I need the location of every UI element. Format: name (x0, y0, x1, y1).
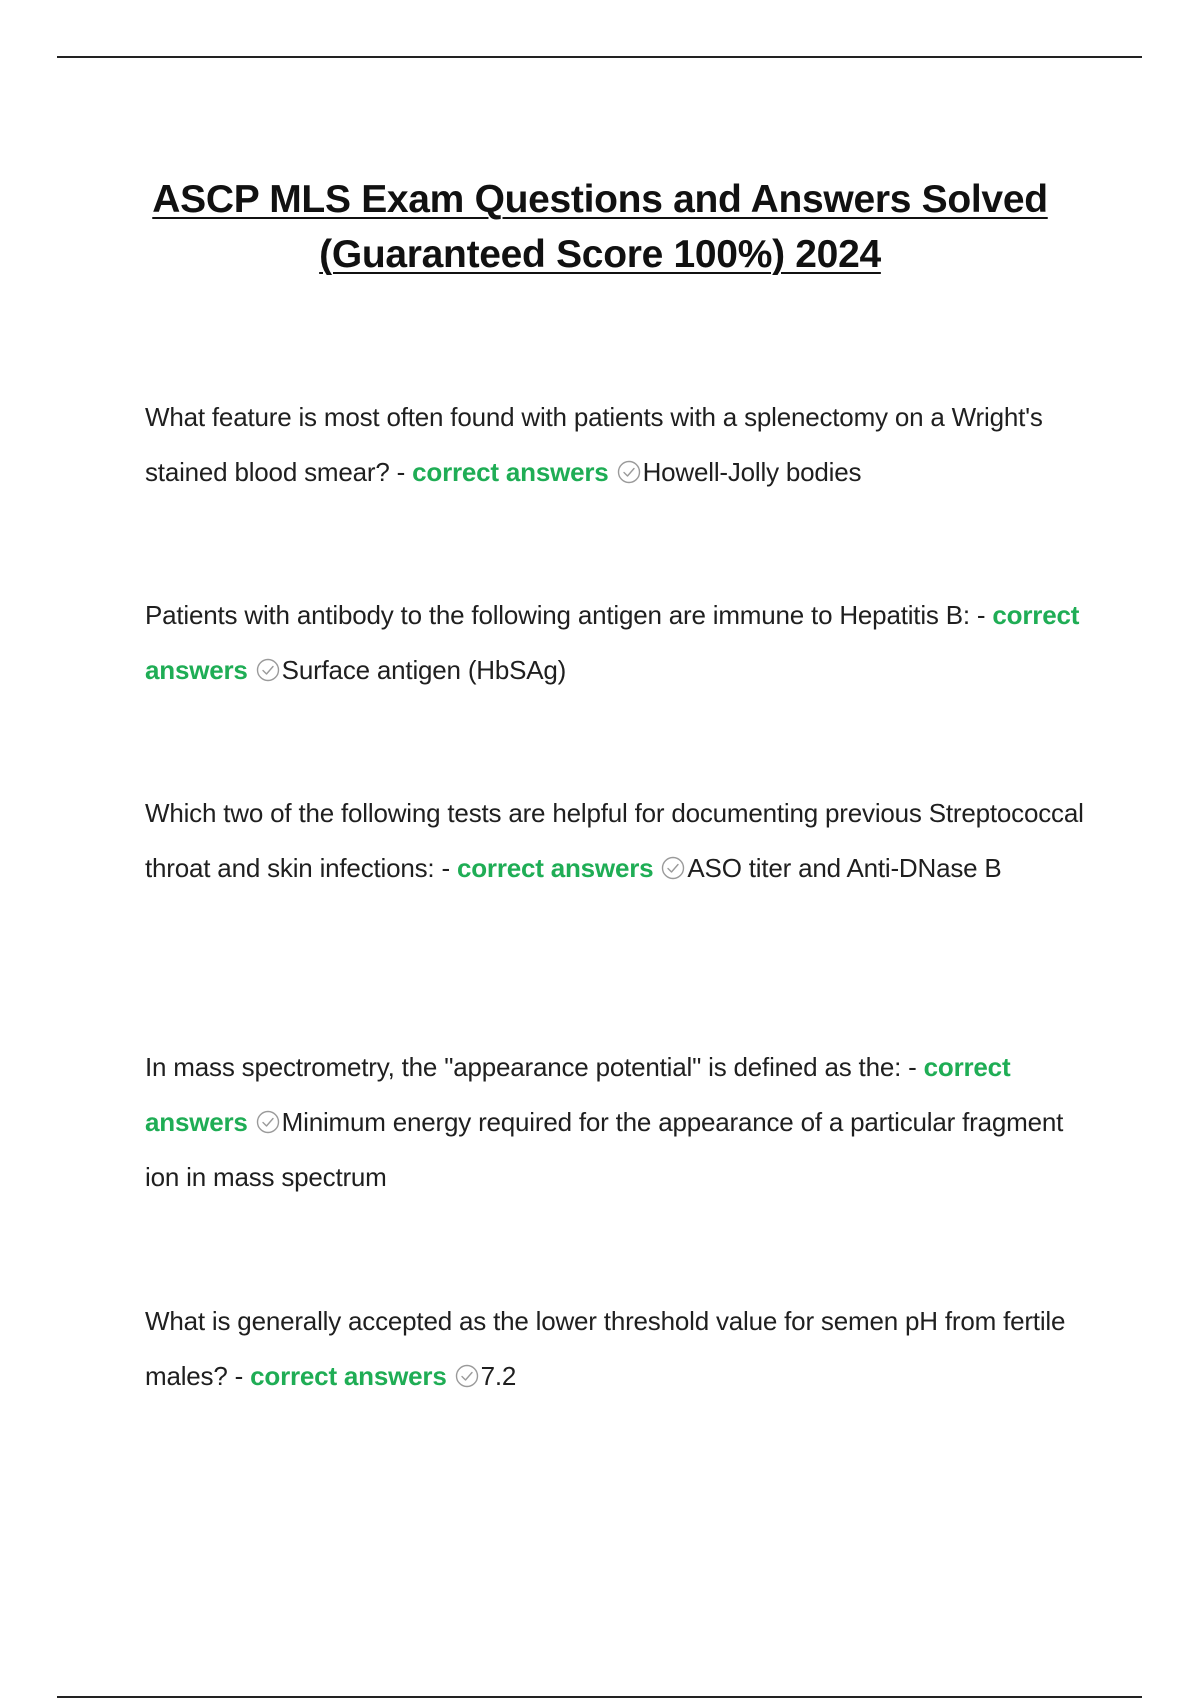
question-text: What is generally accepted as the lower threshold value for semen pH from fertile males? - (145, 1306, 1066, 1391)
correct-answers-label: correct answers (456, 853, 654, 883)
answer-text: 7.2 (480, 1361, 517, 1391)
answer-text: Howell-Jolly bodies (642, 457, 862, 487)
check-circle-icon (455, 1364, 479, 1388)
answer-text: Minimum energy required for the appearance of a particular fragment ion in mass spectrum (145, 1107, 1064, 1192)
title-line-1: ASCP MLS Exam Questions and Answers Solved (152, 178, 1048, 222)
qa-item-3 (145, 786, 1095, 896)
answer-text: Surface antigen (HbSAg) (281, 655, 567, 685)
question-text: Patients with antibody to the following antigen are immune to Hepatitis B: - (145, 600, 986, 630)
qa-item-2 (145, 588, 1095, 698)
correct-answers-label: correct answers (145, 1052, 1011, 1137)
question-text: Which two of the following tests are helpful for documenting previous Streptococcal throat and skin infections: - (145, 798, 1084, 883)
check-circle-icon (256, 658, 280, 682)
correct-answers-label: correct answers (145, 600, 1080, 685)
title-line-2: (Guaranteed Score 100%) 2024 (319, 233, 881, 277)
document-title (100, 172, 1100, 282)
qa-item-1 (145, 390, 1095, 500)
qa-item-4 (145, 1040, 1095, 1205)
check-circle-icon (256, 1110, 280, 1134)
qa-item-5 (145, 1294, 1095, 1404)
question-text: In mass spectrometry, the "appearance potential" is defined as the: - (145, 1052, 917, 1082)
top-rule (57, 56, 1142, 58)
correct-answers-label: correct answers (250, 1361, 447, 1391)
answer-text: ASO titer and Anti-DNase B (687, 853, 1002, 883)
correct-answers-label: correct answers (412, 457, 609, 487)
check-circle-icon (661, 856, 685, 880)
question-text: What feature is most often found with patients with a splenectomy on a Wright's stained blood smear? - (145, 402, 1043, 487)
check-circle-icon (617, 460, 641, 484)
bottom-rule (57, 1696, 1142, 1698)
